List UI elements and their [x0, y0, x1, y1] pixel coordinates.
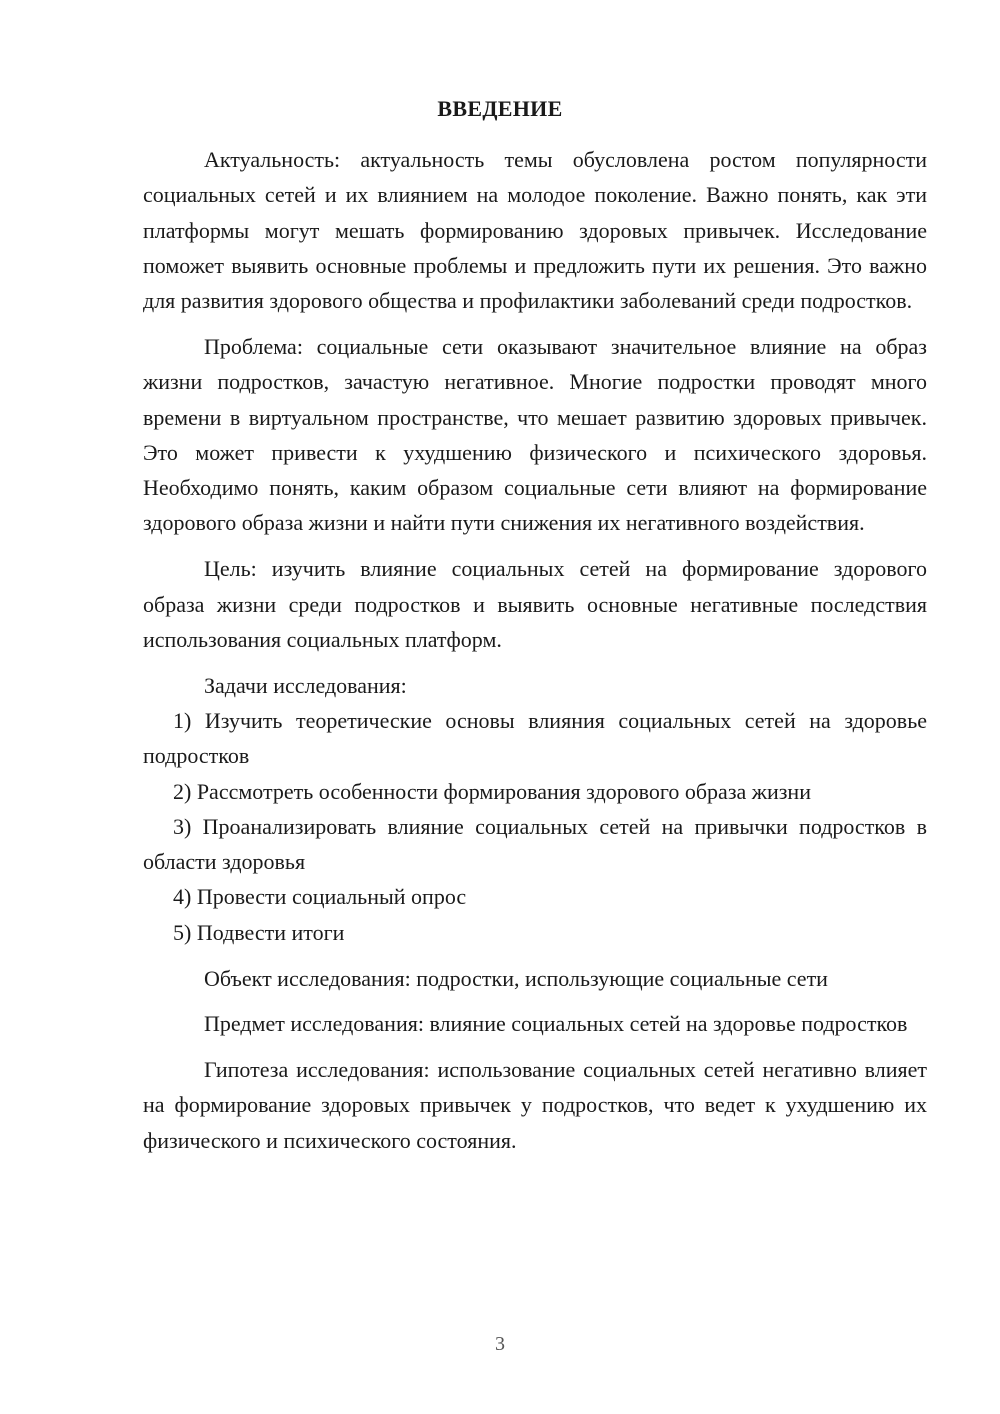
tasks-heading: Задачи исследования: — [204, 672, 407, 698]
problem-paragraph: Проблема: социальные сети оказывают значительное влияние на образ жизни подростков, зачастую негативное. Многие подростки проводят много времени в виртуальном пространстве, что мешает развитию здоровых привычек. Это может привести к ухудшению физического и психического здоровья. Необходимо понять, каким образом социальные сети влияют на формирование здорового образа жизни и найти пути снижения их негативного воздействия. — [143, 333, 927, 536]
task-item-3: 3) Проанализировать влияние социальных сетей на привычки подростков в области здоровья — [143, 813, 927, 875]
subject-paragraph: Предмет исследования: влияние социальных сетей на здоровье подростков — [204, 1011, 908, 1037]
page-number: 3 — [495, 1333, 505, 1355]
task-item-1: 1) Изучить теоретические основы влияния социальных сетей на здоровье подростков — [143, 707, 927, 769]
goal-paragraph: Цель: изучить влияние социальных сетей на формирование здорового образа жизни среди подростков и выявить основные негативные последствия использования социальных платформ. — [143, 556, 927, 652]
task-item-5: 5) Подвести итоги — [173, 919, 345, 945]
hypothesis-paragraph: Гипотеза исследования: использование социальных сетей негативно влияет на формирование здоровых привычек у подростков, что ведет к ухудшению их физического и психического состояния. — [143, 1057, 927, 1153]
task-item-2: 2) Рассмотреть особенности формирования здорового образа жизни — [173, 778, 811, 804]
page-title: ВВЕДЕНИЕ — [437, 96, 563, 121]
document-body — [143, 142, 927, 1158]
relevance-paragraph: Актуальность: актуальность темы обусловлена ростом популярности социальных сетей и их влиянием на молодое поколение. Важно понять, как эти платформы могут мешать формированию здоровых привычек. Исследование поможет выявить основные проблемы и предложить пути их решения. Это важно для развития здорового общества и профилактики заболеваний среди подростков. — [143, 147, 927, 314]
object-paragraph: Объект исследования: подростки, использующие социальные сети — [204, 965, 828, 991]
task-item-4: 4) Провести социальный опрос — [173, 884, 467, 910]
